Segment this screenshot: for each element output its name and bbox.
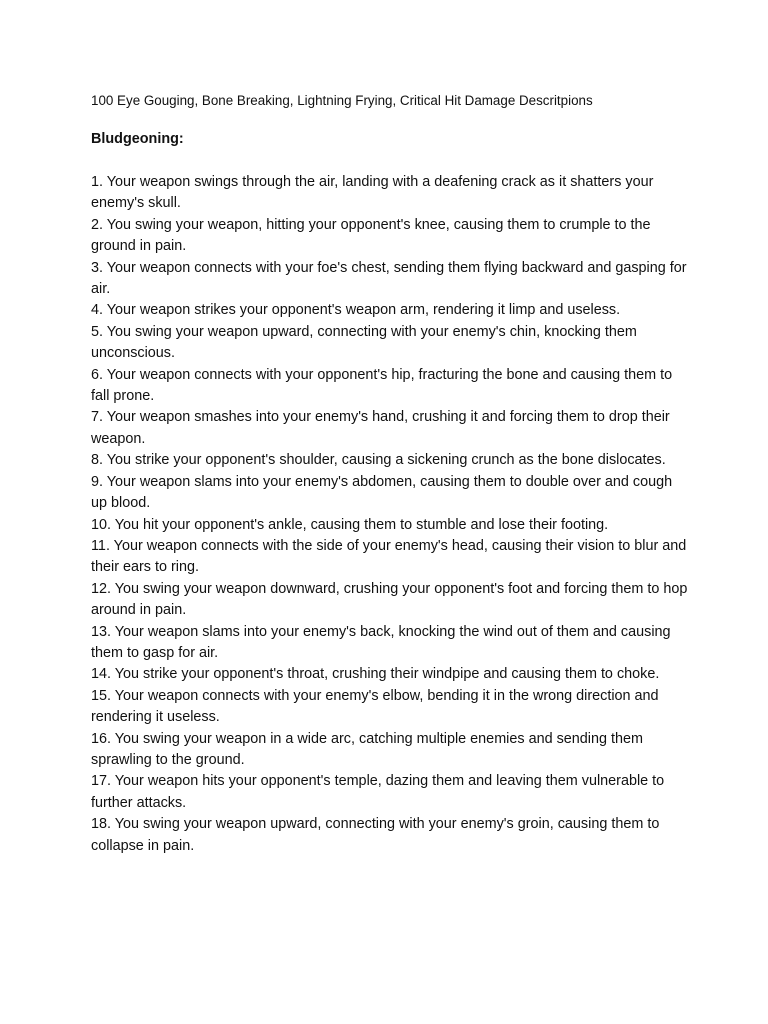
list-item: 3. Your weapon connects with your foe's chest, sending them flying backward and gasping for air. bbox=[91, 259, 687, 298]
list-item: 13. Your weapon slams into your enemy's back, knocking the wind out of them and causing them to gasp for air. bbox=[91, 623, 671, 661]
entry-list bbox=[91, 172, 691, 857]
list-item: 8. You strike your opponent's shoulder, causing a sickening crunch as the bone dislocates. bbox=[91, 452, 666, 469]
list-item: 12. You swing your weapon downward, crushing your opponent's foot and forcing them to hop around in pain. bbox=[91, 580, 688, 619]
list-item: 1. Your weapon swings through the air, landing with a deafening crack as it shatters your enemy's skull. bbox=[91, 174, 654, 212]
list-item: 6. Your weapon connects with your opponent's hip, fracturing the bone and causing them to fall prone. bbox=[91, 366, 673, 405]
list-item: 10. You hit your opponent's ankle, causing them to stumble and lose their footing. bbox=[91, 516, 609, 533]
document-title: 100 Eye Gouging, Bone Breaking, Lightning Frying, Critical Hit Damage Descritpions bbox=[91, 93, 593, 108]
section-heading: Bludgeoning: bbox=[91, 131, 184, 147]
list-item: 7. Your weapon smashes into your enemy's hand, crushing it and forcing them to drop their weapon. bbox=[91, 409, 670, 447]
list-item: 16. You swing your weapon in a wide arc, catching multiple enemies and sending them sprawling to the ground. bbox=[91, 730, 643, 768]
document-page bbox=[91, 91, 691, 857]
list-item: 4. Your weapon strikes your opponent's weapon arm, rendering it limp and useless. bbox=[91, 302, 621, 319]
list-item: 14. You strike your opponent's throat, crushing their windpipe and causing them to choke. bbox=[91, 666, 660, 683]
list-item: 18. You swing your weapon upward, connecting with your enemy's groin, causing them to collapse in pain. bbox=[91, 816, 660, 854]
list-item: 5. You swing your weapon upward, connecting with your enemy's chin, knocking them unconscious. bbox=[91, 323, 637, 362]
list-item: 17. Your weapon hits your opponent's temple, dazing them and leaving them vulnerable to further attacks. bbox=[91, 773, 665, 811]
list-item: 9. Your weapon slams into your enemy's abdomen, causing them to double over and cough up blood. bbox=[91, 473, 673, 512]
list-item: 2. You swing your weapon, hitting your opponent's knee, causing them to crumple to the ground in pain. bbox=[91, 216, 651, 255]
list-item: 11. Your weapon connects with the side of your enemy's head, causing their vision to blur and their ears to ring. bbox=[91, 537, 687, 576]
list-item: 15. Your weapon connects with your enemy's elbow, bending it in the wrong direction and rendering it useless. bbox=[91, 687, 659, 726]
